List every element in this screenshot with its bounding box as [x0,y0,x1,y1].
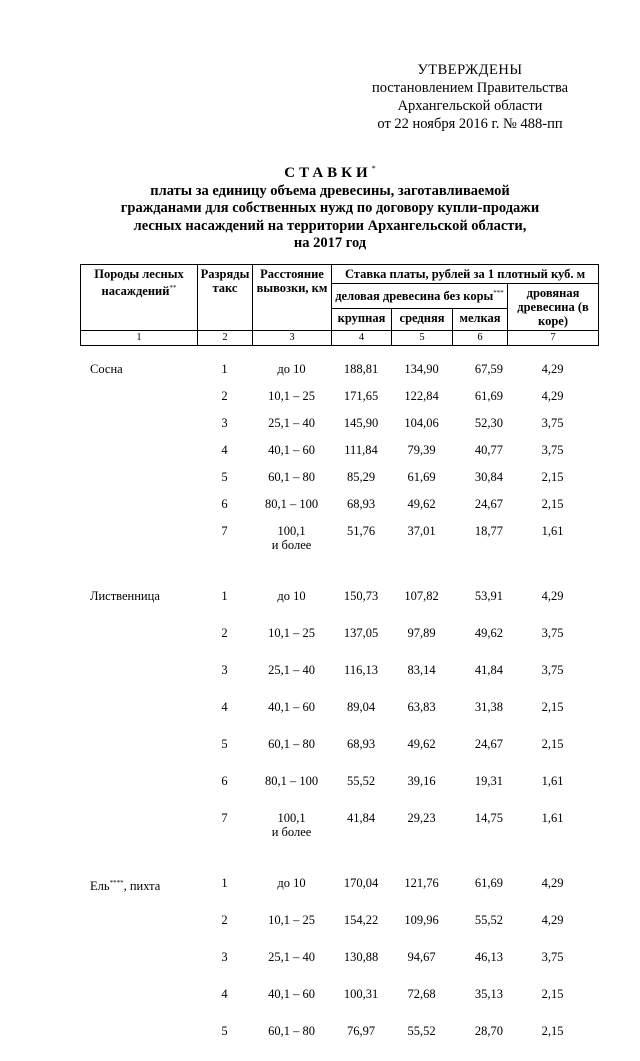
class-cell: 2 [221,626,228,640]
class-cell: 5 [221,470,228,484]
rate-medium-cell: 107,82 [404,589,439,603]
rate-fuel-cell: 4,29 [541,362,564,376]
species-cell [80,443,197,470]
species-cell [80,524,197,562]
distance-text: 25,1 – 40 [268,416,315,430]
header-business-wood: деловая древесина без коры*** [332,284,508,309]
header-small: мелкая [453,309,508,331]
distance-text: 40,1 – 60 [268,700,315,714]
species-cell [80,700,197,737]
distance-text: 80,1 – 100 [264,774,319,788]
approval-block [350,61,590,133]
rate-small-cell: 28,70 [474,1024,503,1038]
rate-fuel-cell: 2,15 [541,737,564,751]
class-cell: 5 [221,1024,228,1038]
rate-small-cell: 30,84 [474,470,503,484]
distance-cell [252,700,331,737]
distance-text: 80,1 – 100 [264,497,319,511]
heading-line: на 2017 год [293,235,367,251]
rate-medium-cell: 121,76 [404,876,439,890]
distance-text: 10,1 – 25 [268,626,315,640]
table-row [80,950,598,987]
header-class: Разряды такс [198,265,253,331]
class-cell: 4 [221,700,228,714]
rate-medium-cell: 49,62 [407,497,436,511]
rate-fuel-cell: 1,61 [541,774,564,788]
species-name: Ель [90,879,110,894]
species-cell [80,987,197,1024]
rate-small-cell: 61,69 [474,876,503,890]
rate-medium-cell: 72,68 [407,987,436,1001]
species-cell [80,362,197,389]
rate-medium-cell: 39,16 [407,774,436,788]
rate-fuel-cell: 2,15 [541,497,564,511]
distance-text: 60,1 – 80 [268,470,315,484]
class-cell: 1 [221,362,228,376]
species-cell [80,1024,197,1061]
species-cell [80,774,197,811]
species-cell [80,876,197,913]
column-number: 1 [81,331,198,346]
spacer-cell [80,849,598,876]
heading-line: гражданами для собственных нужд по договору купли-продажи [120,200,540,216]
rate-fuel-cell: 4,29 [541,589,564,603]
distance-text: до 10 [277,589,306,603]
rate-large-cell: 76,97 [346,1024,376,1038]
rate-small-cell: 46,13 [474,950,503,964]
footnote-mark: * [371,164,376,173]
rate-small-cell: 49,62 [474,626,503,640]
class-cell: 3 [221,950,228,964]
rate-medium-cell: 63,83 [407,700,436,714]
rate-small-cell: 24,67 [474,737,503,751]
spacer-cell [80,562,598,589]
rate-fuel-cell: 3,75 [541,416,564,430]
rate-small-cell: 67,59 [474,362,503,376]
heading-line: лесных насаждений на территории Архангельской области, [133,217,527,234]
rate-fuel-cell: 4,29 [541,389,564,403]
table-row [80,663,598,700]
class-cell: 3 [221,663,228,677]
table-row [80,497,598,524]
table-row [80,700,598,737]
rate-medium-cell: 37,01 [407,524,436,538]
column-number: 6 [453,331,508,346]
distance-text-more: и более [271,825,312,839]
approval-title: УТВЕРЖДЕНЫ [417,62,523,78]
rate-small-cell: 55,52 [474,913,503,927]
rates-table-body [80,362,598,1061]
column-number: 5 [392,331,453,346]
table-row [80,1024,598,1061]
rate-medium-cell: 61,69 [407,470,436,484]
rate-large-cell: 68,93 [346,737,376,751]
table-row [80,416,598,443]
rate-fuel-cell: 2,15 [541,700,564,714]
rate-medium-cell: 97,89 [407,626,436,640]
rate-small-cell: 18,77 [474,524,503,538]
table-row [80,737,598,774]
rate-large-cell: 170,04 [343,876,379,890]
rate-small-cell: 19,31 [474,774,503,788]
species-name-suffix: , пихта [123,879,161,894]
distance-cell [252,987,331,1024]
class-cell: 2 [221,389,228,403]
rate-fuel-cell: 1,61 [541,524,564,538]
heading-title-text: СТАВКИ [284,165,372,181]
distance-text: 60,1 – 80 [268,1024,315,1038]
distance-cell [252,443,331,470]
group-spacer [80,562,598,589]
rate-medium-cell: 49,62 [407,737,436,751]
rates-table-header [80,264,599,346]
distance-text-more: и более [271,538,312,552]
table-row [80,470,598,497]
rate-medium-cell: 83,14 [407,663,436,677]
table-row [80,524,598,562]
species-cell [80,737,197,774]
distance-cell [252,497,331,524]
distance-text: 100,1 [277,524,306,538]
table-row [80,626,598,663]
rate-fuel-cell: 1,61 [541,811,564,825]
class-cell: 2 [221,913,228,927]
heading-title [60,160,600,183]
rate-small-cell: 61,69 [474,389,503,403]
class-cell: 5 [221,737,228,751]
rate-medium-cell: 109,96 [404,913,439,927]
class-cell: 1 [221,589,228,603]
rate-large-cell: 111,84 [344,443,378,457]
distance-text: 40,1 – 60 [268,443,315,457]
distance-cell [252,470,331,497]
distance-cell [252,524,331,562]
table-row [80,443,598,470]
table-row [80,987,598,1024]
header-species: Породы лесных насаждений** [81,265,198,331]
distance-cell [252,774,331,811]
rate-fuel-cell: 2,15 [541,470,564,484]
table-row [80,774,598,811]
class-cell: 1 [221,876,228,890]
species-cell [80,497,197,524]
rate-fuel-cell: 3,75 [541,626,564,640]
group-spacer [80,849,598,876]
class-cell: 7 [221,524,228,538]
rate-fuel-cell: 3,75 [541,663,564,677]
document-heading [60,160,600,253]
distance-cell [252,663,331,700]
species-cell [80,389,197,416]
species-cell [80,470,197,497]
header-medium: средняя [392,309,453,331]
species-name: Сосна [90,362,123,376]
heading-line: платы за единицу объема древесины, заготавливаемой [150,182,510,199]
distance-text: 10,1 – 25 [268,389,315,403]
header-rate: Ставка платы, рублей за 1 плотный куб. м [332,265,599,284]
rate-large-cell: 154,22 [343,913,379,927]
species-cell [80,416,197,443]
rate-medium-cell: 29,23 [407,811,436,825]
class-cell: 4 [221,987,228,1001]
rate-fuel-cell: 4,29 [541,876,564,890]
rate-medium-cell: 79,39 [407,443,436,457]
distance-text: до 10 [277,876,306,890]
distance-cell [252,811,331,849]
distance-text: 40,1 – 60 [268,987,315,1001]
rate-small-cell: 14,75 [474,811,503,825]
rate-large-cell: 100,31 [343,987,379,1001]
rate-large-cell: 51,76 [346,524,376,538]
rate-small-cell: 31,38 [474,700,503,714]
distance-text: 10,1 – 25 [268,913,315,927]
class-cell: 4 [221,443,228,457]
table-row [80,876,598,913]
rate-large-cell: 171,65 [343,389,379,403]
rate-fuel-cell: 3,75 [541,443,564,457]
distance-cell [252,389,331,416]
distance-cell [252,416,331,443]
rate-large-cell: 145,90 [343,416,379,430]
table-row [80,389,598,416]
rate-medium-cell: 104,06 [404,416,439,430]
approval-line: постановлением Правительства [371,80,569,96]
distance-text: 60,1 – 80 [268,737,315,751]
distance-cell [252,913,331,950]
approval-line: Архангельской области [397,98,543,114]
distance-text: 25,1 – 40 [268,663,315,677]
class-cell: 6 [221,774,228,788]
class-cell: 6 [221,497,228,511]
rate-large-cell: 137,05 [343,626,379,640]
rate-medium-cell: 134,90 [404,362,439,376]
species-name: Лиственница [90,589,160,603]
distance-cell [252,626,331,663]
rate-fuel-cell: 2,15 [541,1024,564,1038]
rate-large-cell: 188,81 [343,362,379,376]
column-number: 2 [198,331,253,346]
header-large: крупная [332,309,392,331]
approval-date: от 22 ноября 2016 г. № 488-пп [377,116,563,132]
rate-large-cell: 55,52 [346,774,376,788]
column-number: 7 [508,331,599,346]
distance-text: 100,1 [277,811,306,825]
header-fuel-wood: дровяная древесина (в коре) [508,284,599,331]
distance-cell [252,1024,331,1061]
class-cell: 3 [221,416,228,430]
species-cell [80,811,197,849]
rate-large-cell: 68,93 [346,497,376,511]
table-row [80,913,598,950]
footnote-mark: **** [109,879,124,887]
rate-large-cell: 85,29 [346,470,376,484]
table-row [80,811,598,849]
species-cell [80,589,197,626]
table-row [80,362,598,389]
distance-cell [252,737,331,774]
rate-fuel-cell: 3,75 [541,950,564,964]
table-row [80,589,598,626]
rate-large-cell: 150,73 [343,589,379,603]
rate-small-cell: 24,67 [474,497,503,511]
header-distance: Расстояние вывозки, км [253,265,332,331]
distance-text: до 10 [277,362,306,376]
rate-medium-cell: 55,52 [407,1024,436,1038]
class-cell: 7 [221,811,228,825]
rate-large-cell: 41,84 [346,811,376,825]
species-cell [80,950,197,987]
rate-medium-cell: 94,67 [407,950,436,964]
rate-small-cell: 53,91 [474,589,503,603]
rate-large-cell: 116,13 [344,663,378,677]
column-number: 3 [253,331,332,346]
species-cell [80,626,197,663]
distance-cell [252,950,331,987]
rate-small-cell: 35,13 [474,987,503,1001]
species-cell [80,913,197,950]
rate-small-cell: 41,84 [474,663,503,677]
distance-text: 25,1 – 40 [268,950,315,964]
distance-cell [252,362,331,389]
rate-large-cell: 130,88 [343,950,379,964]
distance-cell [252,876,331,913]
distance-cell [252,589,331,626]
rate-large-cell: 89,04 [346,700,376,714]
column-number: 4 [332,331,392,346]
rate-fuel-cell: 2,15 [541,987,564,1001]
rate-medium-cell: 122,84 [404,389,439,403]
species-cell [80,663,197,700]
rate-small-cell: 52,30 [474,416,503,430]
rate-fuel-cell: 4,29 [541,913,564,927]
rate-small-cell: 40,77 [474,443,503,457]
